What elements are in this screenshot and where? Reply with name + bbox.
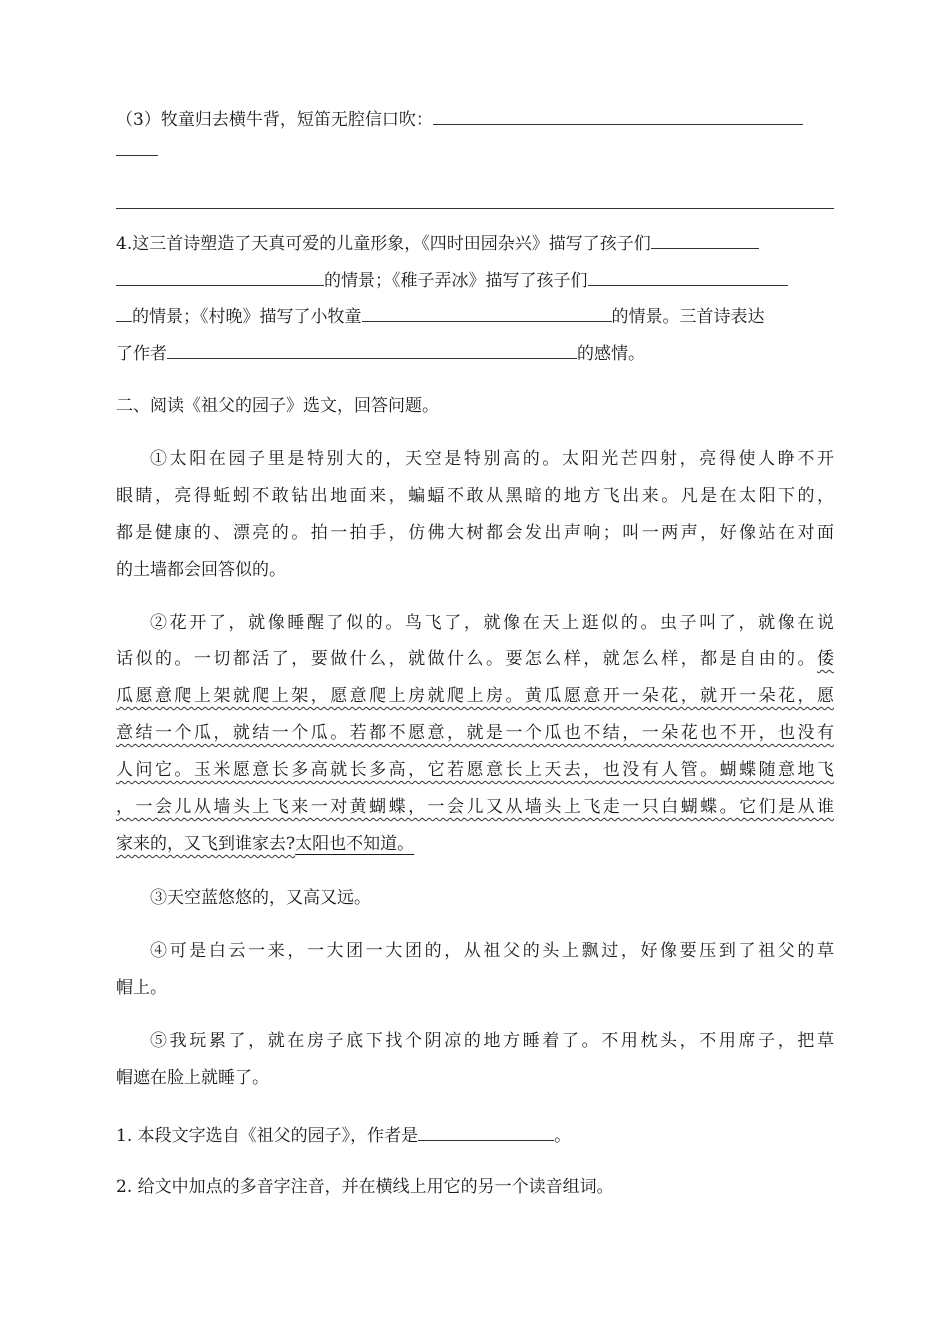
question-1-text: 1. 本段文字选自《祖父的园子》，作者是 — [116, 1126, 419, 1146]
answer-blank-continuation[interactable] — [116, 155, 158, 156]
paragraph-2-line — [116, 648, 834, 670]
paragraph-1-line: ①太阳在园子里是特别大的，天空是特别高的。太阳光芒四射，亮得使人睁不开 — [150, 449, 834, 469]
answer-blank[interactable] — [418, 1122, 554, 1141]
underlined-passage-line: ，一会儿从墙头上飞来一对黄蝴蝶，一会儿又从墙头上飞走一只白蝴蝶。它们是从谁 — [116, 797, 834, 817]
question-4-text: 了作者 — [116, 344, 167, 364]
paragraph-5-line: ⑤我玩累了，就在房子底下找个阴凉的地方睡着了。不用枕头，不用席子，把草 — [150, 1031, 834, 1051]
paragraph-1-line: 的土墙都会回答似的。 — [116, 560, 286, 580]
paragraph-2-text: 话似的。一切都活了，要做什么，就做什么。要怎么样，就怎么样，都是自由的。 — [116, 649, 817, 669]
question-4-text: 的感情。 — [577, 344, 645, 364]
question-1-end: 。 — [554, 1126, 572, 1146]
answer-blank[interactable] — [116, 303, 132, 322]
paragraph-1-line: 眼睛，亮得蚯蚓不敢钻出地面来，蝙蝠不敢从黑暗的地方飞出来。凡是在太阳下的， — [116, 486, 834, 506]
paragraph-3: ③天空蓝悠悠的，又高又远。 — [150, 888, 371, 908]
answer-blank[interactable] — [167, 340, 577, 359]
paragraph-2-line: ②花开了，就像睡醒了似的。鸟飞了，就像在天上逛似的。虫子叫了，就像在说 — [150, 613, 834, 633]
answer-blank-full-line[interactable] — [116, 208, 834, 209]
question-4-line-1 — [116, 230, 834, 255]
underlined-passage-end: 太阳也不知道。 — [295, 834, 415, 854]
paragraph-4-line: ④可是白云一来，一大团一大团的，从祖父的头上飘过，好像要压到了祖父的草 — [150, 941, 834, 961]
question-4-line-2 — [116, 267, 834, 292]
poem-question-3-text: （3）牧童归去横牛背，短笛无腔信口吹： — [116, 110, 433, 130]
paragraph-4-line: 帽上。 — [116, 978, 167, 998]
answer-blank[interactable] — [116, 267, 324, 286]
underlined-passage: 倭 — [817, 649, 834, 669]
question-4-text: 的情景；《稚子弄冰》描写了孩子们 — [324, 271, 588, 291]
answer-blank[interactable] — [651, 230, 759, 249]
section-2-title: 二、阅读《祖父的园子》选文，回答问题。 — [116, 396, 439, 416]
paragraph-1-line: 都是健康的、漂亮的。拍一拍手，仿佛大树都会发出声响；叫一两声，好像站在对面 — [116, 523, 834, 543]
paragraph-2-line — [116, 833, 834, 855]
poem-question-3 — [116, 106, 834, 131]
question-4-text: 的情景。三首诗表达 — [611, 307, 765, 327]
question-2: 2. 给文中加点的多音字注音，并在横线上用它的另一个读音组词。 — [116, 1177, 614, 1197]
question-4-text: 的情景；《村晚》描写了小牧童 — [132, 307, 362, 327]
answer-blank[interactable] — [362, 303, 612, 322]
underlined-passage-line: 人问它。玉米愿意长多高就长多高，它若愿意长上天去，也没有人管。蝴蝶随意地飞 — [116, 760, 834, 780]
question-4-text: 4.这三首诗塑造了天真可爱的儿童形象，《四时田园杂兴》描写了孩子们 — [116, 234, 651, 254]
underlined-passage: 家来的，又飞到谁家去? — [116, 834, 296, 854]
paragraph-5-line: 帽遮在脸上就睡了。 — [116, 1068, 269, 1088]
question-4-line-3 — [116, 303, 834, 328]
underlined-passage-line: 瓜愿意爬上架就爬上架，愿意爬上房就爬上房。黄瓜愿意开一朵花，就开一朵花，愿 — [116, 686, 834, 706]
question-1 — [116, 1122, 834, 1147]
answer-blank[interactable] — [433, 106, 803, 125]
underlined-passage-line: 意结一个瓜，就结一个瓜。若都不愿意，就是一个瓜也不结，一朵花也不开，也没有 — [116, 723, 834, 743]
answer-blank[interactable] — [588, 267, 788, 286]
question-4-line-4 — [116, 340, 834, 365]
